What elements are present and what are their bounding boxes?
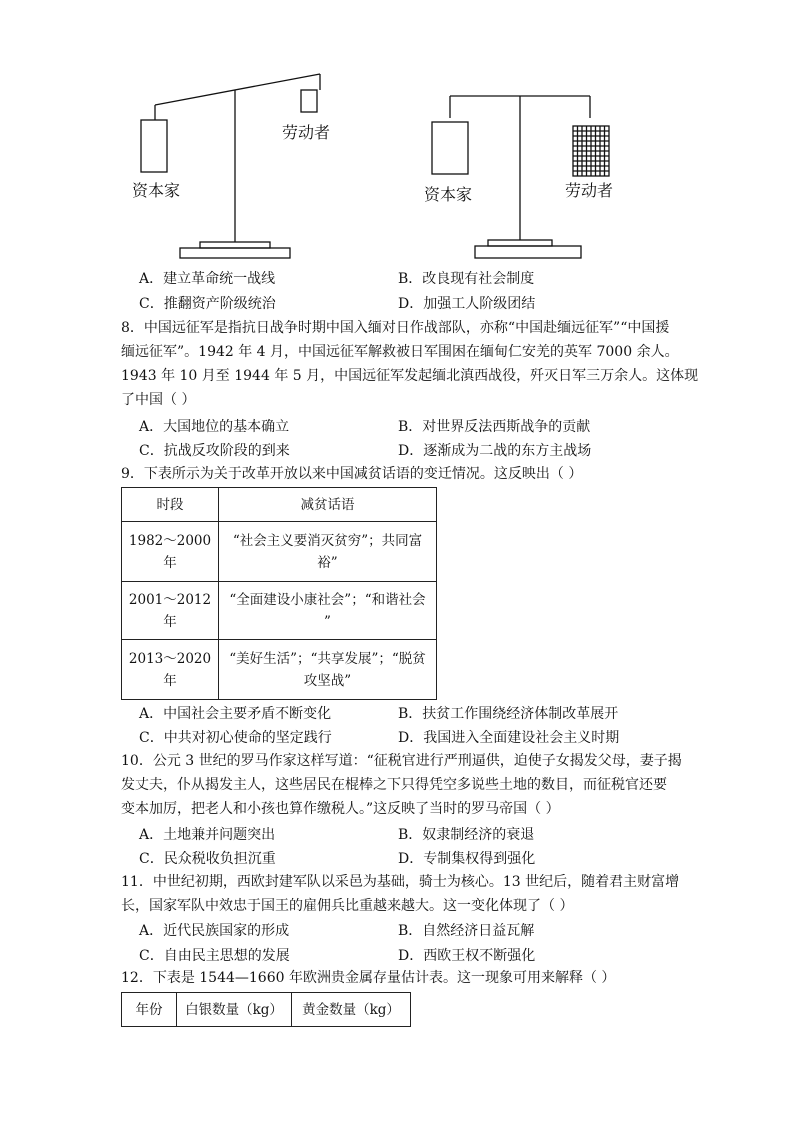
q9-option-a[interactable]: A．中国社会主要矛盾不断变化 [139, 706, 332, 722]
laborer-weight [573, 126, 609, 176]
period-line: 年 [163, 613, 177, 630]
q11-stem-line-2: 长，国家军队中效忠于国王的雇佣兵比重越来越大。这一变化体现了（ ） [121, 898, 574, 914]
beam-line [155, 74, 320, 105]
q8-stem-line-2: 缅远征军”。1942 年 4 月，中国远征军解救被日军围困在缅甸仁安羌的英军 7000 余人。 [121, 344, 679, 360]
right-laborer-label: 劳动者 [565, 181, 614, 200]
q9-option-d[interactable]: D．我国进入全面建设社会主义时期 [398, 730, 620, 746]
left-capitalist-label: 资本家 [132, 181, 181, 200]
q8-stem-line-1: 8．中国远征军是指抗日战争时期中国入缅对日作战部队，亦称“中国赴缅远征军”“中国援 [121, 320, 670, 336]
discourse-line: ” [324, 613, 331, 630]
q11-option-d[interactable]: D．西欧王权不断强化 [398, 948, 536, 964]
capitalist-weight [141, 120, 167, 172]
q8-option-c[interactable]: C．抗战反攻阶段的到来 [139, 443, 290, 459]
q12-header-gold: 黄金数量（kg） [292, 993, 411, 1027]
q8-option-b[interactable]: B．对世界反法西斯战争的贡献 [398, 419, 591, 435]
table-row [122, 522, 437, 582]
q12-table [121, 992, 411, 1027]
laborer-weight [301, 90, 317, 112]
q8-stem-line-4: 了中国（ ） [121, 392, 196, 408]
right-capitalist-label: 资本家 [424, 185, 473, 204]
q7-option-b[interactable]: B．改良现有社会制度 [398, 271, 535, 287]
q8-stem-line-3: 1943 年 10 月至 1944 年 5 月，中国远征军发起缅北滇西战役，歼灭日军三万余人。这体现 [121, 368, 699, 384]
left-laborer-label: 劳动者 [282, 123, 331, 142]
q7-option-d[interactable]: D．加强工人阶级团结 [398, 296, 536, 312]
q9-discourse-cell [219, 522, 437, 582]
discourse-line: “全面建设小康社会”；“和谐社会 [229, 591, 426, 608]
q9-discourse-cell [219, 640, 437, 700]
q12-header-year: 年份 [122, 993, 177, 1027]
discourse-line: 裕” [317, 554, 338, 571]
q9-header-discourse: 减贫话语 [219, 488, 437, 522]
q10-option-b[interactable]: B．奴隶制经济的衰退 [398, 827, 535, 843]
table-row [122, 582, 437, 640]
q9-period-cell [122, 640, 219, 700]
q10-option-d[interactable]: D．专制集权得到强化 [398, 851, 536, 867]
q11-option-b[interactable]: B．自然经济日益瓦解 [398, 923, 535, 939]
period-line: 1982～2000 [128, 532, 212, 549]
q9-table [121, 487, 437, 700]
left-scale-figure [120, 60, 360, 265]
discourse-line: 攻坚战” [303, 672, 352, 689]
q9-period-cell [122, 522, 219, 582]
table-row [122, 640, 437, 700]
q9-option-b[interactable]: B．扶贫工作围绕经济体制改革展开 [398, 706, 619, 722]
q8-option-d[interactable]: D．逐渐成为二战的东方主战场 [398, 443, 592, 459]
period-line: 2013～2020 [128, 650, 212, 667]
q9-stem: 9．下表所示为关于改革开放以来中国减贫话语的变迁情况。这反映出（ ） [121, 466, 583, 482]
capitalist-weight [432, 122, 468, 174]
q10-stem-line-2: 发丈夫，仆从揭发主人，这些居民在棍棒之下只得凭空多说些土地的数目，而征税官还要 [121, 777, 667, 793]
q8-option-a[interactable]: A．大国地位的基本确立 [139, 419, 290, 435]
discourse-line: “社会主义要消灭贫穷”；共同富 [232, 532, 423, 549]
q10-stem-line-1: 10．公元 3 世纪的罗马作家这样写道：“征税官进行严刑逼供，迫使子女揭发父母，妻子揭 [121, 753, 682, 769]
q10-stem-line-3: 变本加厉，把老人和小孩也算作缴税人。”这反映了当时的罗马帝国（ ） [121, 801, 560, 817]
q10-option-c[interactable]: C．民众税收负担沉重 [139, 851, 276, 867]
period-line: 年 [163, 554, 177, 571]
q9-header-period: 时段 [122, 488, 219, 522]
q11-stem-line-1: 11．中世纪初期，西欧封建军队以采邑为基础，骑士为核心。13 世纪后，随着君主财富增 [121, 874, 680, 890]
q9-option-c[interactable]: C．中共对初心使命的坚定践行 [139, 730, 332, 746]
q10-option-a[interactable]: A．土地兼并问题突出 [139, 827, 276, 843]
q11-option-a[interactable]: A．近代民族国家的形成 [139, 923, 290, 939]
q12-stem: 12．下表是 1544—1660 年欧洲贵金属存量估计表。这一现象可用来解释（ ） [121, 970, 616, 986]
q9-discourse-cell [219, 582, 437, 640]
q11-option-c[interactable]: C．自由民主思想的发展 [139, 948, 290, 964]
discourse-line: “美好生活”；“共享发展”；“脱贫 [229, 650, 426, 667]
q7-option-c[interactable]: C．推翻资产阶级统治 [139, 296, 276, 312]
q9-period-cell [122, 582, 219, 640]
period-line: 2001～2012 [128, 591, 212, 608]
period-line: 年 [163, 672, 177, 689]
q12-header-silver: 白银数量（kg） [177, 993, 292, 1027]
q7-option-a[interactable]: A．建立革命统一战线 [139, 271, 276, 287]
